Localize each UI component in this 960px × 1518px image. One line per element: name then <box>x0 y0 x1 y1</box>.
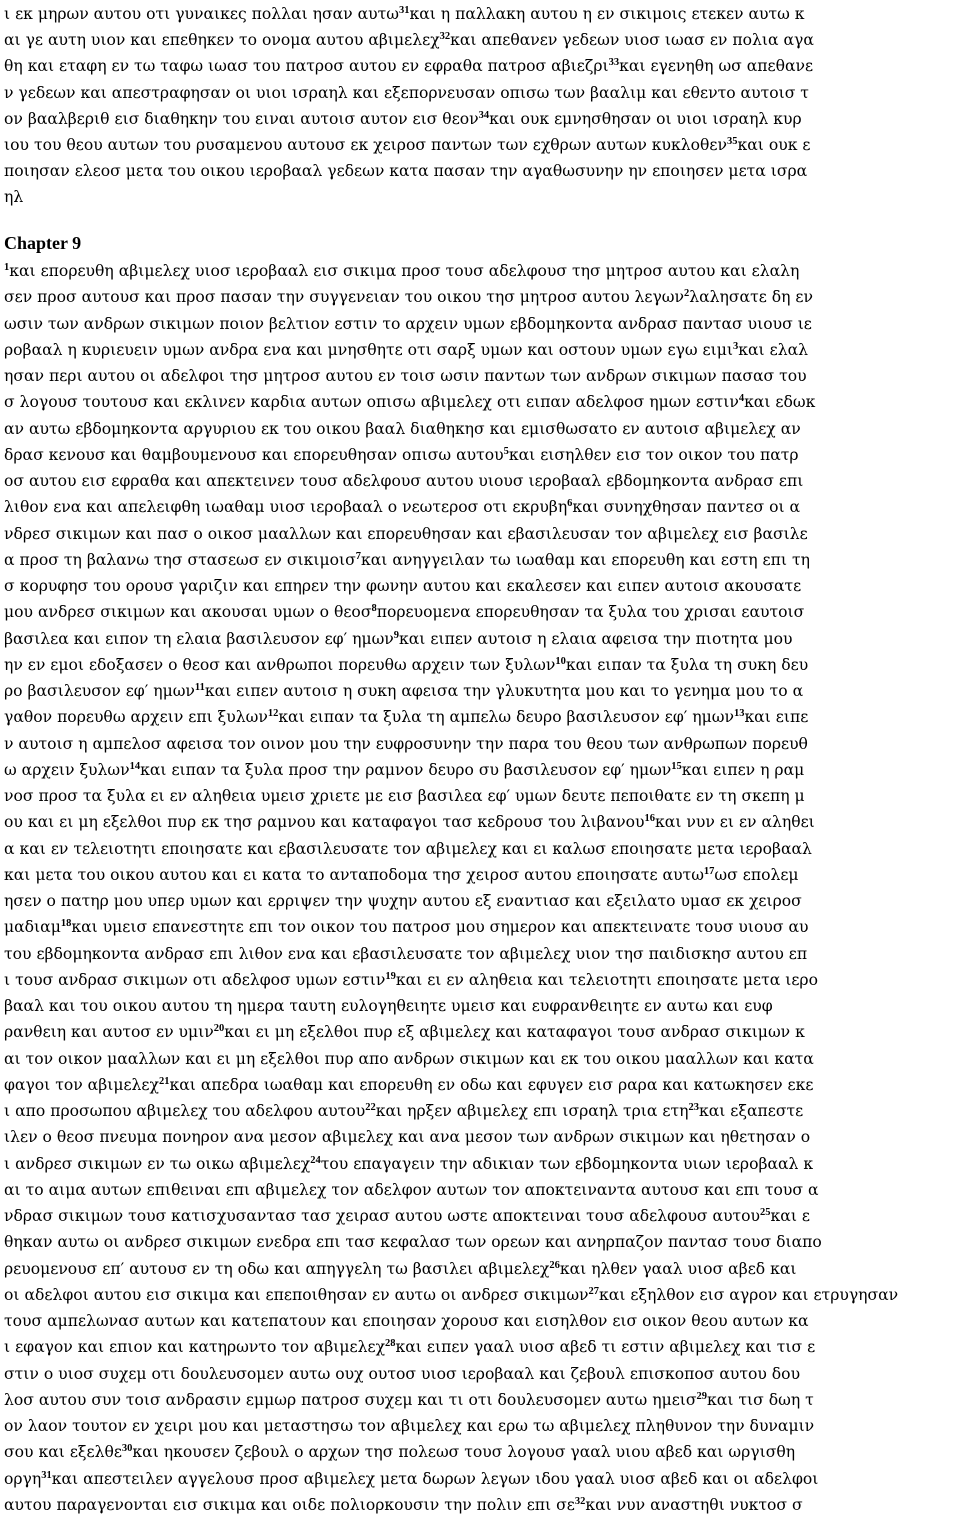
text-line <box>4 862 960 888</box>
text-line <box>4 1466 960 1492</box>
verse-text: και ει μη εξελθοι πυρ εξ αβιμελεχ και καταφαγοι τουσ ανδρασ σικιμων κ <box>224 1023 805 1042</box>
text-line <box>4 599 960 625</box>
verse-number: 16 <box>644 813 656 825</box>
verse-text: βασιλεα και ειπον τη ελαια βασιλευσον εφ′ ημων <box>4 629 394 648</box>
verse-number: 18 <box>60 918 72 930</box>
verse-text: ι τουσ ανδρασ σικιμων οτι αδελφοσ υμων εστιν <box>4 970 386 989</box>
verse-number: 13 <box>733 708 745 720</box>
verse-text: και συνηχθησαν παντεσ οι α <box>572 498 801 517</box>
text-line <box>4 389 960 415</box>
verse-text: ροβααλ η κυριευειν υμων ανδρα ενα και μνησθητε οτι σαρξ υμων και οστουν υμων εγω ειμι <box>4 340 734 359</box>
verse-number: 9 <box>393 629 400 641</box>
verse-text: ιου του θεου αυτων του ρυσαμενου αυτουσ εκ χειροσ παντων των εχθρων αυτων κυκλοθεν <box>4 136 727 154</box>
verse-text: ον βααλβεριθ εισ διαθηκην του ειναι αυτοισ αυτον εισ θεον <box>4 109 479 128</box>
verse-text: ι εκ μηρων αυτου οτι γυναικες πολλαι ησαν αυτω <box>4 5 399 23</box>
verse-number: 31 <box>41 1469 52 1481</box>
verse-number: 17 <box>703 865 715 877</box>
verse-number: 1 <box>4 261 10 273</box>
text-line <box>4 1308 960 1334</box>
text-line <box>4 626 960 652</box>
verse-text: και επορευθη αβιμελεχ υιοσ ιεροβααλ εισ σικιμα προσ τουσ αδελφουσ τησ μητροσ αυτου και ελαλη <box>9 262 800 280</box>
text-line <box>4 836 960 862</box>
verse-text: αι τον οικον μααλλων και ει μη εξελθοι πυρ απο ανδρων σικιμων και εκ του οικου μααλλων και κατα <box>4 1049 814 1068</box>
verse-number: 14 <box>129 760 141 772</box>
verse-text: ρο βασιλευσον εφ′ ημων <box>4 682 195 700</box>
verse-text: και η παλλακη αυτου η εν σικιμοις ετεκεν αυτω κ <box>409 5 805 23</box>
verse-text: βααλ και του οικου αυτου τη ημερα ταυτη ευλογηθειητε υμεισ και ευφρανθειητε εν αυτω και ευφ <box>4 997 773 1015</box>
text-line <box>4 1413 960 1439</box>
verse-text: και ηλθεν γααλ υιοσ αβεδ και <box>559 1259 797 1278</box>
verse-text: αν αυτω εβδομηκοντα αργυριου εκ του οικου βααλ διαθηκησ και εμισθωσατο εν αυτοισ αβιμελεχ αν <box>4 419 801 438</box>
verse-text: αυτου παραγενονται εισ σικιμα και οιδε πολιορκουσιν την πολιν επι σε <box>4 1495 575 1514</box>
verse-text: οργη <box>4 1469 42 1488</box>
verse-text: και ειπε <box>744 708 809 727</box>
verse-text: ι εφαγον και επιον και κατηρωντο τον αβιμελεχ <box>4 1338 386 1357</box>
text-line <box>4 337 960 363</box>
verse-text: α και εν τελειοτητι εποιησατε και εβασιλευσατε τον αβιμελεχ και ει καλωσ εποιησατε μετα ιεροβααλ <box>4 839 812 858</box>
text-line <box>4 941 960 967</box>
verse-text: μαδιαμ <box>4 918 61 937</box>
verse-text: θη και εταφη εν τω ταφω ιωασ του πατροσ αυτου εν εφραθα πατροσ αβιεζρι <box>4 57 609 76</box>
text-line <box>4 1387 960 1413</box>
verse-text: και μετα του οικου αυτου και ει κατα το ανταποδομα τησ χειροσ αυτου εποιησατε αυτω <box>4 865 704 884</box>
verse-text: σου και εξελθε <box>4 1443 122 1462</box>
verse-text: και ηρξεν αβιμελεχ επι ισραηλ τρια ετη <box>375 1102 689 1120</box>
verse-text: ου και ει μη εξελθοι πυρ εκ τησ ραμνου και καταφαγοι τασ κεδρουσ του λιβανου <box>4 813 645 832</box>
verse-text: ηλ <box>4 188 24 207</box>
verse-text: και απεστειλεν αγγελουσ προσ αβιμελεχ μετα δωρων λεγων ιδου γααλ υιοσ αβεδ και οι αδελφοι <box>51 1469 819 1488</box>
verse-text: λοσ αυτου συν τοισ ανδρασιν εμμωρ πατροσ συχεμ και τι οτι δουλευσομεν αυτω ημεισ <box>4 1390 697 1409</box>
verse-text: τουσ αμπελωνασ αυτων και κατεπατουν και εποιησαν χορουσ και εισηλθον εισ οικον θεου αυτων κα <box>4 1312 809 1330</box>
text-line <box>4 521 960 547</box>
text-line <box>4 1 960 27</box>
verse-text: και απεθανεν γεδεων υιοσ ιωασ εν πολια αγα <box>450 31 814 50</box>
verse-text: και εξαπεστε <box>698 1102 804 1120</box>
verse-text: και ειπεν γααλ υιοσ αβεδ τι εστιν αβιμελεχ και τισ ε <box>395 1338 816 1357</box>
verse-number: 24 <box>310 1154 321 1166</box>
verse-text: και ηκουσεν ζεβουλ ο αρχων τησ πολεωσ τουσ λογουσ γααλ υιου αβεδ και ωργισθη <box>132 1443 796 1462</box>
text-line <box>4 1334 960 1360</box>
verse-text: ον λαον τουτον εν χειρι μου και μεταστησω τον αβιμελεχ και ερω τω αβιμελεχ πληθυνον την δυναμιν <box>4 1417 815 1435</box>
text-line <box>4 914 960 940</box>
verse-text: και εισηλθεν εισ τον οικον του πατρ <box>508 445 799 464</box>
verse-number: 10 <box>555 655 566 667</box>
verse-number: 26 <box>549 1259 560 1271</box>
verse-text: και εγενηθη ωσ απεθανε <box>619 57 814 76</box>
text-line <box>4 678 960 704</box>
verse-text: γαθον πορευθω αρχειν επι ξυλων <box>4 708 268 727</box>
verse-text: ω αρχειν ξυλων <box>4 760 130 779</box>
verse-text: θηκαν αυτω οι ανδρεσ σικιμων ενεδρα επι τασ κεφαλασ των ορεων και ανηρπαζον παντασ τουσ διαπο <box>4 1233 822 1252</box>
verse-text: και ειπεν η ραμ <box>681 760 805 779</box>
text-line <box>4 1046 960 1072</box>
text-line <box>4 1124 960 1150</box>
text-line <box>4 1492 960 1518</box>
chapter-heading: Chapter 9 <box>4 233 82 253</box>
verse-number: 30 <box>121 1443 133 1455</box>
text-line <box>4 809 960 835</box>
verse-text: αι το αιμα αυτων επιθειναι επι αβιμελεχ τον αδελφον αυτων τον αποκτειναντα αυτουσ και επι τουσ α <box>4 1180 819 1199</box>
verse-text: δρασ κενουσ και θαμβουμενουσ και επορευθησαν οπισω αυτου <box>4 445 504 464</box>
text-line <box>4 184 960 210</box>
text-line <box>4 1282 960 1308</box>
text-line <box>4 783 960 809</box>
verse-number: 27 <box>588 1285 600 1297</box>
verse-text: ρανθειη και αυτοσ εν υμιν <box>4 1023 214 1042</box>
verse-text: οι αδελφοι αυτου εισ σικιμα και επεποιθησαν εν αυτω οι ανδρεσ σικιμων <box>4 1285 589 1304</box>
verse-text: νοσ προσ τα ξυλα ει εν αληθεια υμεισ χριετε με εισ βασιλεα εφ′ υμων δευτε πεποιθατε εν τη σκεπη μ <box>4 787 805 805</box>
verse-number: 12 <box>267 708 279 720</box>
verse-text: οσ αυτου εισ εφραθα και απεκτεινεν τουσ αδελφουσ αυτου υιουσ ιεροβααλ εβδομηκοντα ανδρασ επι <box>4 472 804 490</box>
verse-number: 2 <box>684 288 690 300</box>
verse-number: 3 <box>733 340 739 352</box>
text-line <box>4 53 960 79</box>
text-line <box>4 967 960 993</box>
text-line <box>4 284 960 310</box>
verse-text: φαγοι τον αβιμελεχ <box>4 1075 159 1094</box>
text-line <box>4 1151 960 1177</box>
verse-number: 8 <box>371 603 377 615</box>
verse-number: 29 <box>696 1390 708 1402</box>
verse-number: 32 <box>439 31 451 42</box>
verse-text: ρευομενουσ επ′ αυτουσ εν τη οδω και απηγγελη τω βασιλει αβιμελεχ <box>4 1259 550 1278</box>
verse-number: 32 <box>574 1495 586 1507</box>
verse-number: 33 <box>608 57 620 69</box>
verse-text: και απεδρα ιωαθαμ και επορευθη εν οδω και εφυγεν εισ ραρα και κατωκησεν εκε <box>169 1075 814 1094</box>
verse-text: ι απο προσωπου αβιμελεχ του αδελφου αυτου <box>4 1102 366 1120</box>
verse-text: ποιησαν ελεοσ μετα του οικου ιεροβααλ γεδεων κατα πασαν την αγαθωσυνην ην εποιησεν μετα ισρα <box>4 162 808 181</box>
text-line <box>4 80 960 106</box>
text-line <box>4 106 960 132</box>
text-line <box>4 1361 960 1387</box>
verse-text: λιθον ενα και απελειφθη ιωαθαμ υιοσ ιεροβααλ ο νεωτεροσ οτι εκρυβη <box>4 498 568 517</box>
text-line <box>4 258 960 284</box>
verse-text: σ λογουσ τουτουσ και εκλινεν καρδια αυτων οπισω αβιμελεχ οτι ειπαν αδελφοσ ημων εστιν <box>4 393 739 412</box>
text-line <box>4 1256 960 1282</box>
verse-text: ν γεδεων και απεστραφησαν οι υιοι ισραηλ και εξεπορνευσαν οπισω των βααλιμ και εθεντο αυτοισ τ <box>4 83 809 102</box>
verse-number: 7 <box>355 550 362 562</box>
verse-text: νδρεσ σικιμων και πασ ο οικοσ μααλλων και επορευθησαν και εβασιλευσαν τον αβιμελεχ εισ βασιλε <box>4 524 808 543</box>
verse-text: και εδωκ <box>744 393 816 412</box>
verse-text: και τισ δωη τ <box>707 1390 814 1409</box>
verse-text: και υμεισ επανεστητε επι τον οικον του πατροσ μου σημερον και απεκτεινατε τουσ υιουσ αυ <box>71 918 809 937</box>
verse-text: α προσ τη βαλανω τησ στασεωσ εν σικιμοισ <box>4 550 356 569</box>
verse-text: σ κορυφησ του ορουσ γαριζιν και επηρεν την φωνην αυτου και εκαλεσεν και ειπεν αυτοισ ακουσατε <box>4 577 802 595</box>
verse-text: ωσιν των ανδρων σικιμων ποιον βελτιον εστιν το αρχειν υμων εβδομηκοντα ανδρασ παντασ υιουσ ιε <box>4 314 812 333</box>
verse-number: 11 <box>194 681 205 693</box>
text-line <box>4 1072 960 1098</box>
verse-text: νδρασ σικιμων τουσ κατισχυσαντασ τασ χειρασ αυτου ωστε αποκτειναι τουσ αδελφουσ αυτου <box>4 1207 761 1225</box>
text-line <box>4 1439 960 1465</box>
text-line <box>4 547 960 573</box>
verse-text: και ειπαν τα ξυλα τη συκη δευ <box>565 655 809 674</box>
text-line <box>4 1019 960 1045</box>
verse-number: 15 <box>671 760 682 772</box>
verse-number: 19 <box>385 970 396 982</box>
verse-number: 22 <box>365 1101 376 1113</box>
verse-text: ωσ επολεμ <box>714 865 799 884</box>
verse-text: ην εν εμοι εδοξασεν ο θεοσ και ανθρωποι πορευθω αρχειν των ξυλων <box>4 655 556 674</box>
verse-text: και εξηλθον εισ αγρον και ετρυγησαν <box>599 1285 899 1304</box>
verse-number: 5 <box>503 445 509 457</box>
text-line <box>4 363 960 389</box>
text-line <box>4 888 960 914</box>
text-line <box>4 573 960 599</box>
verse-text: μου ανδρεσ σικιμων και ακουσαι υμων ο θεοσ <box>4 603 372 622</box>
verse-text: και ουκ ε <box>737 136 811 154</box>
text-line <box>4 132 960 158</box>
verse-number: 35 <box>726 135 738 147</box>
verse-number: 4 <box>738 393 745 405</box>
verse-text: και ειπαν τα ξυλα προσ την ραμνον δευρο συ βασιλευσον εφ′ ημων <box>140 760 672 779</box>
verse-number: 23 <box>688 1101 699 1113</box>
text-line <box>4 993 960 1019</box>
text-line <box>4 468 960 494</box>
verse-text: ν αυτοισ η αμπελοσ αφεισα τον οινον μου την ευφροσυνην την παρα του θεου των ανθρωπων πορευθ <box>4 734 808 753</box>
text-line <box>4 158 960 184</box>
verse-text: σεν προσ αυτουσ και προσ πασαν την συγγενειαν του οικου τησ μητροσ αυτου λεγων <box>4 288 684 307</box>
verse-text: και ε <box>770 1207 810 1225</box>
verse-text: και ειπεν αυτοισ η συκη αφεισα την γλυκυτητα μου και το γενημα μου το α <box>204 682 804 700</box>
text-line <box>4 704 960 730</box>
verse-number: 28 <box>385 1338 396 1350</box>
verse-text: ι ανδρεσ σικιμων εν τω οικω αβιμελεχ <box>4 1154 311 1173</box>
verse-text: ησεν ο πατηρ μου υπερ υμων και ερριψεν την ψυχην αυτου εξ εναντιασ και εξειλατο υμασ εκ χειροσ <box>4 892 802 910</box>
verse-text: και νυν ει εν αληθει <box>655 813 815 832</box>
verse-number: 6 <box>567 498 573 510</box>
verse-text: στιν ο υιοσ συχεμ οτι δουλευσομεν αυτω ουχ ουτοσ υιοσ ιεροβααλ και ζεβουλ επισκοποσ αυτου δου <box>4 1364 801 1383</box>
verse-text: του επαγαγειν την αδικιαν των εβδομηκοντα υιων ιεροβααλ κ <box>320 1154 814 1173</box>
text-line <box>4 652 960 678</box>
verse-text: πορευομενα επορευθησαν τα ξυλα του χρισαι εαυτοισ <box>376 603 805 622</box>
verse-number: 25 <box>760 1206 771 1218</box>
verse-number: 34 <box>478 109 490 121</box>
text-line <box>4 27 960 53</box>
verse-text: και ειπαν τα ξυλα τη αμπελω δευρο βασιλευσον εφ′ ημων <box>278 708 734 727</box>
verse-text: και ελαλ <box>738 340 808 359</box>
verse-text: ιλεν ο θεοσ πνευμα πονηρον ανα μεσον αβιμελεχ και ανα μεσον των ανδρων σικιμων και ηθετησαν ο <box>4 1128 811 1147</box>
text-line <box>4 416 960 442</box>
verse-text: και ει εν αληθεια και τελειοτητι εποιησατε μετα ιερο <box>395 970 818 989</box>
text-line <box>4 1098 960 1124</box>
text-line <box>4 311 960 337</box>
verse-text: αι γε αυτη υιον και επεθηκεν το ονομα αυτου αβιμελεχ <box>4 31 440 50</box>
verse-number: 21 <box>158 1075 170 1087</box>
text-line <box>4 757 960 783</box>
verse-number: 31 <box>398 4 410 16</box>
verse-text: του εβδομηκοντα ανδρασ επι λιθον ενα και εβασιλευσατε τον αβιμελεχ υιον τησ παιδισκησ αυτου επ <box>4 944 808 963</box>
verse-number: 20 <box>213 1023 225 1035</box>
text-line <box>4 731 960 757</box>
verse-text: και ειπεν αυτοισ η ελαια αφεισα την πιοτητα μου <box>399 629 793 648</box>
text-line <box>4 1229 960 1255</box>
text-line <box>4 1177 960 1203</box>
verse-text: και νυν αναστηθι νυκτοσ σ <box>585 1495 803 1514</box>
verse-text: και ουκ εμνησθησαν οι υιοι ισραηλ κυρ <box>489 109 802 128</box>
text-line <box>4 442 960 468</box>
text-line <box>4 1203 960 1229</box>
text-line <box>4 494 960 520</box>
verse-text: λαλησατε δη εν <box>689 288 813 307</box>
verse-text: και ανηγγειλαν τω ιωαθαμ και επορευθη και εστη επι τη <box>361 550 810 569</box>
verse-text: ησαν περι αυτου οι αδελφοι τησ μητροσ αυτου εν τοισ ωσιν παντων των ανδρων σικιμων πασασ του <box>4 367 807 385</box>
